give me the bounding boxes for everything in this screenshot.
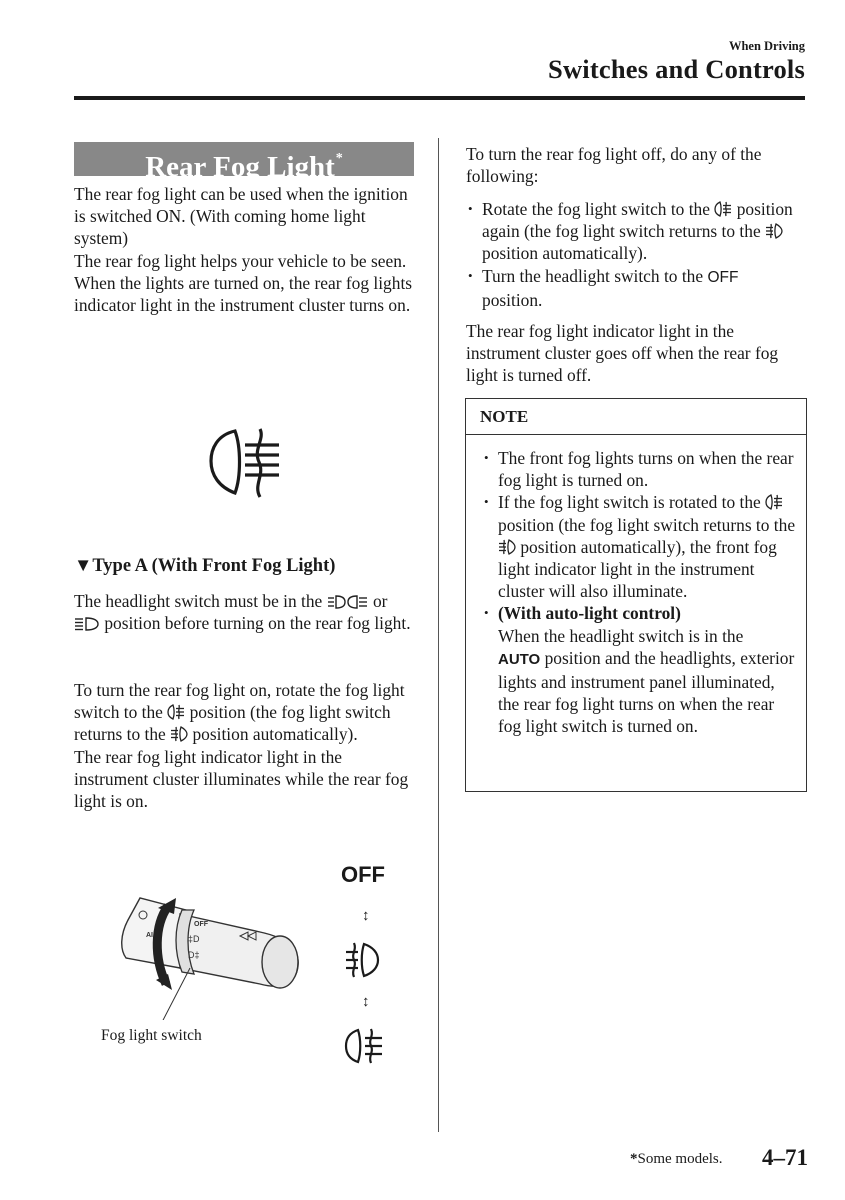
text: To turn the rear fog light off, do any of the following: <box>466 144 762 187</box>
up-down-arrow-icon: ↕ <box>362 908 370 924</box>
triangle-marker-icon: ▼ <box>74 556 93 576</box>
figure-caption: Fog light switch <box>101 1027 202 1044</box>
rear-fog-light-position-icon <box>344 1026 384 1066</box>
subheading-text: Type A (With Front Fog Light) <box>92 556 336 576</box>
text: The rear fog light indicator light in the instrument cluster goes off when the rear fog light is turned off. <box>466 321 779 386</box>
footnote-mark: * <box>335 151 343 166</box>
headlight-and-parking-light-icon <box>327 595 369 609</box>
paragraph-indicator-on: The rear fog light indicator light in the instrument cluster illuminates while the rear fog light is on. <box>74 746 409 812</box>
rear-fog-light-icon <box>714 201 732 217</box>
front-fog-light-position-icon <box>344 940 380 980</box>
list-item <box>466 265 806 311</box>
page-number: 4–71 <box>762 1145 808 1170</box>
text: position. <box>482 289 543 310</box>
auto-symbol: AUTO <box>498 650 541 668</box>
up-down-arrow-icon: ↕ <box>362 994 370 1010</box>
list-item <box>482 447 800 491</box>
intro-paragraph: The rear fog light can be used when the ignition is switched ON. (With coming home light system) <box>74 184 408 249</box>
footnote-mark: * <box>630 1151 638 1167</box>
text: position (the fog light switch returns to the <box>74 702 391 745</box>
list-item <box>466 198 806 265</box>
auto-light-heading: (With auto-light control) <box>498 603 681 624</box>
text: The front fog lights turns on when the rear fog light is turned on. <box>498 448 794 491</box>
rear-fog-light-icon <box>765 494 783 510</box>
off-symbol: OFF <box>707 268 739 286</box>
header-rule <box>74 96 805 100</box>
svg-text:‡D: ‡D <box>188 934 200 944</box>
text: position automatically), the front fog light indicator light in the instrument cluster will also illuminate. <box>498 536 777 602</box>
text: position (the fog light switch returns to the <box>498 514 796 535</box>
rear-fog-light-indicator-icon <box>205 425 285 501</box>
note-body <box>482 447 800 738</box>
footnote <box>630 1151 723 1168</box>
turn-off-list <box>466 198 806 311</box>
text: position and the headlights, exterior lights and instrument panel illuminated, the rear fog light turns on when the rear fog light switch is turned on. <box>498 647 795 737</box>
switch-label-off: OFF <box>194 921 208 928</box>
list-item <box>482 602 800 737</box>
note-heading: NOTE <box>466 399 806 435</box>
text: position automatically). <box>482 243 648 264</box>
text: position before turning on the rear fog light. <box>104 613 411 634</box>
subheading <box>74 556 335 577</box>
section-title: Rear Fog Light <box>145 151 335 183</box>
intro-paragraph: When the lights are turned on, the rear fog lights indicator light in the instrument cluster turns on. <box>74 272 413 316</box>
switch-label-auto: AI <box>146 932 153 939</box>
text: position automatically). <box>192 724 358 745</box>
indicator-off-paragraph <box>466 320 806 387</box>
text: Turn the headlight switch to the <box>482 265 704 286</box>
section-title-bar <box>74 142 414 183</box>
headlight-icon <box>74 617 100 631</box>
text: The headlight switch must be in the <box>74 591 323 611</box>
paragraph-turn-on <box>74 679 414 812</box>
intro-paragraph: The rear fog light helps your vehicle to be seen. <box>74 250 407 271</box>
rear-fog-light-icon <box>167 704 185 720</box>
page-title: Switches and Controls <box>548 54 805 84</box>
front-fog-light-icon <box>765 223 783 239</box>
fog-light-switch-illustration <box>110 880 310 1020</box>
text: Rotate the fog light switch to the <box>482 199 710 219</box>
svg-text:D‡: D‡ <box>188 950 200 960</box>
paragraph-headlight-position <box>74 590 414 634</box>
column-divider <box>438 138 439 1132</box>
intro-text <box>74 183 414 316</box>
text: If the fog light switch is rotated to the <box>498 492 761 513</box>
list-item <box>482 491 800 602</box>
text: When the headlight switch is in the <box>498 625 744 646</box>
text: To turn the rear fog light on, rotate the fog light switch to the <box>74 680 405 723</box>
front-fog-light-icon <box>170 726 188 742</box>
turn-off-intro <box>466 143 806 187</box>
section-label: When Driving <box>728 39 805 53</box>
note-box <box>465 398 807 792</box>
off-position-label: OFF <box>341 862 385 887</box>
footnote-text: Some models. <box>637 1151 723 1167</box>
text: or <box>372 591 388 611</box>
front-fog-light-icon <box>498 539 516 555</box>
text: position again (the fog light switch returns to the <box>482 199 793 242</box>
